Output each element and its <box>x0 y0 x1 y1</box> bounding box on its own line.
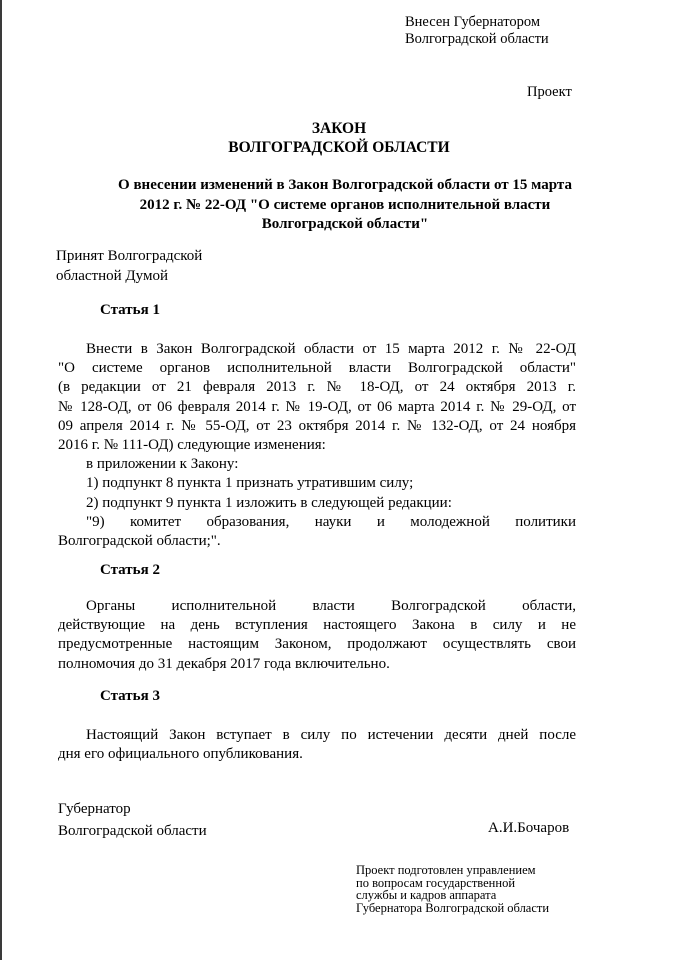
subtitle-line: Волгоградской области" <box>261 216 429 232</box>
submitted-by-line: Внесен Губернатором <box>405 14 541 30</box>
article-3-text <box>58 726 576 764</box>
law-subtitle <box>60 176 630 235</box>
adopted-by-line: областной Думой <box>56 268 168 284</box>
subtitle-line: 2012 г. № 22-ОД "О системе органов исполнительной власти <box>139 196 551 213</box>
article-1-line: № 128-ОД, от 06 февраля 2014 г. № 19-ОД, от 06 марта 2014 г. № 29-ОД, от <box>58 398 576 415</box>
article-2-heading: Статья 2 <box>100 562 160 578</box>
article-1-line: 1) подпункт 8 пункта 1 признать утратившим силу; <box>86 475 414 492</box>
signature-position-title: Губернатор <box>58 801 131 817</box>
law-title: ЗАКОН <box>311 120 367 137</box>
article-1-line: в приложении к Закону: <box>86 456 239 473</box>
article-2-line: Органы исполнительной власти Волгоградской области, <box>86 598 576 614</box>
law-title-region: ВОЛГОГРАДСКОЙ ОБЛАСТИ <box>228 139 450 156</box>
article-1-text <box>58 340 576 551</box>
article-2-line: предусмотренные настоящим Законом, продолжают осуществлять свои <box>58 636 576 653</box>
article-1-line: 2) подпункт 9 пункта 1 изложить в следующей редакции: <box>86 494 452 511</box>
subtitle-line: О внесении изменений в Закон Волгоградской области от 15 марта <box>118 177 572 193</box>
draft-label: Проект <box>527 84 572 100</box>
article-1-line: 09 апреля 2014 г. № 55-ОД, от 23 октября 2014 г. № 132-ОД, от 24 ноября <box>58 417 576 434</box>
prepared-by-line: по вопросам государственной <box>356 875 516 890</box>
article-3-line: дня его официального опубликования. <box>58 746 303 763</box>
article-1-line: (в редакции от 21 февраля 2013 г. № 18-ОД, от 24 октября 2013 г. <box>58 379 576 396</box>
article-3-line: Настоящий Закон вступает в силу по истечении десяти дней после <box>86 727 576 743</box>
article-3-heading: Статья 3 <box>100 688 160 704</box>
article-1-line: Внести в Закон Волгоградской области от 15 марта 2012 г. № 22-ОД <box>86 341 576 357</box>
submitted-by-block <box>405 14 549 48</box>
signature-position <box>58 798 207 842</box>
article-2-line: полномочия до 31 декабря 2017 года включительно. <box>58 655 390 672</box>
prepared-by-line: Губернатора Волгоградской области <box>356 900 550 915</box>
prepared-by-line: службы и кадров аппарата <box>356 888 497 902</box>
prepared-by-note <box>356 864 549 914</box>
signature-position-region: Волгоградской области <box>58 823 207 839</box>
article-2-line: действующие на день вступления настоящего Закона в силу и не <box>58 617 576 634</box>
signature-name: А.И.Бочаров <box>488 820 570 836</box>
article-1-line: "О системе органов исполнительной власти Волгоградской области" <box>58 360 576 377</box>
adopted-by <box>56 246 202 286</box>
submitted-by-region: Волгоградской области <box>405 31 549 47</box>
prepared-by-line: Проект подготовлен управлением <box>356 863 536 877</box>
article-1-heading: Статья 1 <box>100 302 160 318</box>
article-2-text <box>58 597 576 674</box>
article-1-line: 2016 г. № 111-ОД) следующие изменения: <box>58 436 326 453</box>
adopted-by-line: Принят Волгоградской <box>56 248 203 264</box>
article-1-line: "9) комитет образования, науки и молодежной политики <box>86 513 576 530</box>
article-1-line: Волгоградской области;". <box>58 532 221 549</box>
